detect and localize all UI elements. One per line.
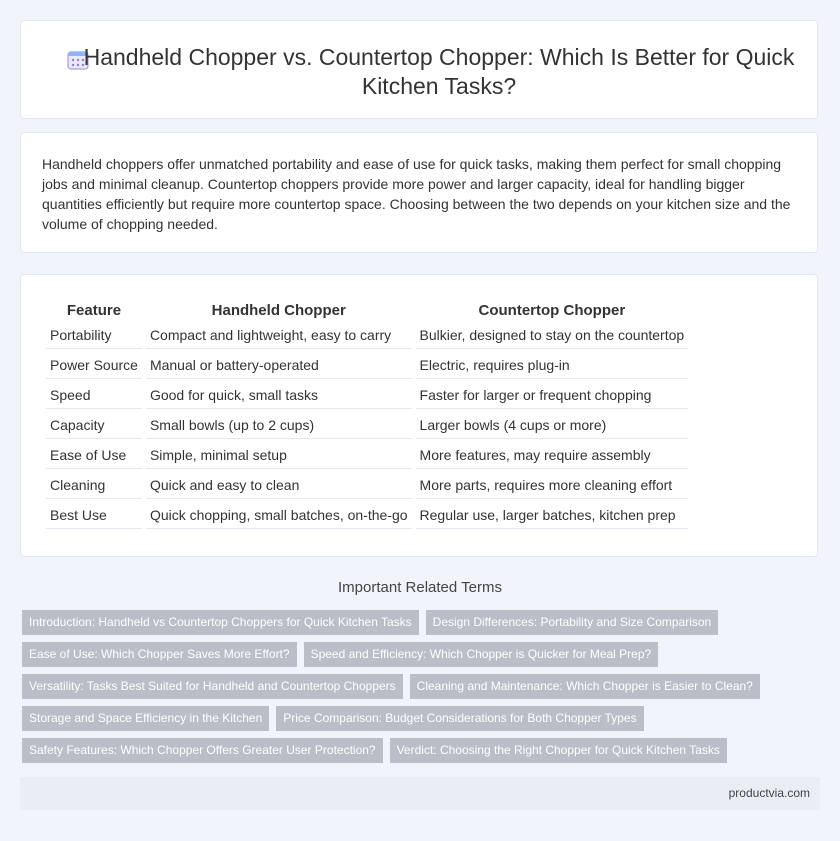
handheld-cell: Small bowls (up to 2 cups) — [146, 411, 412, 439]
related-term-tag[interactable]: Price Comparison: Budget Considerations for Both Chopper Types — [276, 706, 643, 731]
footer — [20, 777, 820, 810]
feature-cell: Speed — [46, 381, 142, 409]
summary-card — [20, 132, 818, 253]
table-row — [46, 381, 688, 409]
column-header-feature: Feature — [66, 302, 122, 319]
handheld-cell: Good for quick, small tasks — [146, 381, 412, 409]
feature-cell: Power Source — [46, 351, 142, 379]
table-row — [46, 471, 688, 499]
page-title: Handheld Chopper vs. Countertop Chopper: Which Is Better for Quick Kitchen Tasks? — [83, 44, 795, 99]
related-term-tag[interactable]: Verdict: Choosing the Right Chopper for Quick Kitchen Tasks — [390, 738, 727, 763]
countertop-cell: Electric, requires plug-in — [416, 351, 689, 379]
related-term-tag[interactable]: Versatility: Tasks Best Suited for Handheld and Countertop Choppers — [22, 674, 403, 699]
site-name: productvia.com — [728, 786, 810, 800]
table-row — [46, 351, 688, 379]
related-term-tag[interactable]: Safety Features: Which Chopper Offers Greater User Protection? — [22, 738, 383, 763]
feature-cell: Capacity — [46, 411, 142, 439]
related-term-tag[interactable]: Storage and Space Efficiency in the Kitchen — [22, 706, 269, 731]
handheld-cell: Simple, minimal setup — [146, 441, 412, 469]
countertop-cell: Faster for larger or frequent chopping — [416, 381, 689, 409]
table-row — [46, 411, 688, 439]
countertop-cell: Regular use, larger batches, kitchen prep — [416, 501, 689, 529]
column-header-handheld: Handheld Chopper — [211, 302, 346, 319]
summary-text: Handheld choppers offer unmatched portability and ease of use for quick tasks, making them perfect for small chopping jobs and minimal cleanup. Countertop choppers provide more power and larger capacity, ideal for handling bigger quantities efficiently but require more countertop space. Choosing between the two depends on your kitchen size and the volume of chopping needed. — [42, 156, 791, 232]
related-term-tag[interactable]: Design Differences: Portability and Size Comparison — [426, 610, 719, 635]
table-header-row — [46, 294, 688, 319]
table-row — [46, 501, 688, 529]
countertop-cell: Bulkier, designed to stay on the countertop — [416, 321, 689, 349]
table-row — [46, 321, 688, 349]
title-card — [20, 20, 818, 119]
comparison-card — [20, 274, 818, 557]
handheld-cell: Compact and lightweight, easy to carry — [146, 321, 412, 349]
feature-cell: Cleaning — [46, 471, 142, 499]
countertop-cell: Larger bowls (4 cups or more) — [416, 411, 689, 439]
related-term-tag[interactable]: Cleaning and Maintenance: Which Chopper is Easier to Clean? — [410, 674, 760, 699]
table-row — [46, 441, 688, 469]
countertop-cell: More features, may require assembly — [416, 441, 689, 469]
countertop-cell: More parts, requires more cleaning effort — [416, 471, 689, 499]
feature-cell: Best Use — [46, 501, 142, 529]
column-header-countertop: Countertop Chopper — [478, 302, 626, 319]
handheld-cell: Manual or battery-operated — [146, 351, 412, 379]
handheld-cell: Quick and easy to clean — [146, 471, 412, 499]
related-term-tag[interactable]: Ease of Use: Which Chopper Saves More Effort? — [22, 642, 297, 667]
feature-cell: Ease of Use — [46, 441, 142, 469]
handheld-cell: Quick chopping, small batches, on-the-go — [146, 501, 412, 529]
related-terms-heading: Important Related Terms — [338, 579, 502, 596]
related-term-tag[interactable]: Speed and Efficiency: Which Chopper is Quicker for Meal Prep? — [304, 642, 659, 667]
related-terms-list — [22, 610, 812, 763]
comparison-table — [42, 292, 692, 531]
related-term-tag[interactable]: Introduction: Handheld vs Countertop Choppers for Quick Kitchen Tasks — [22, 610, 419, 635]
feature-cell: Portability — [46, 321, 142, 349]
